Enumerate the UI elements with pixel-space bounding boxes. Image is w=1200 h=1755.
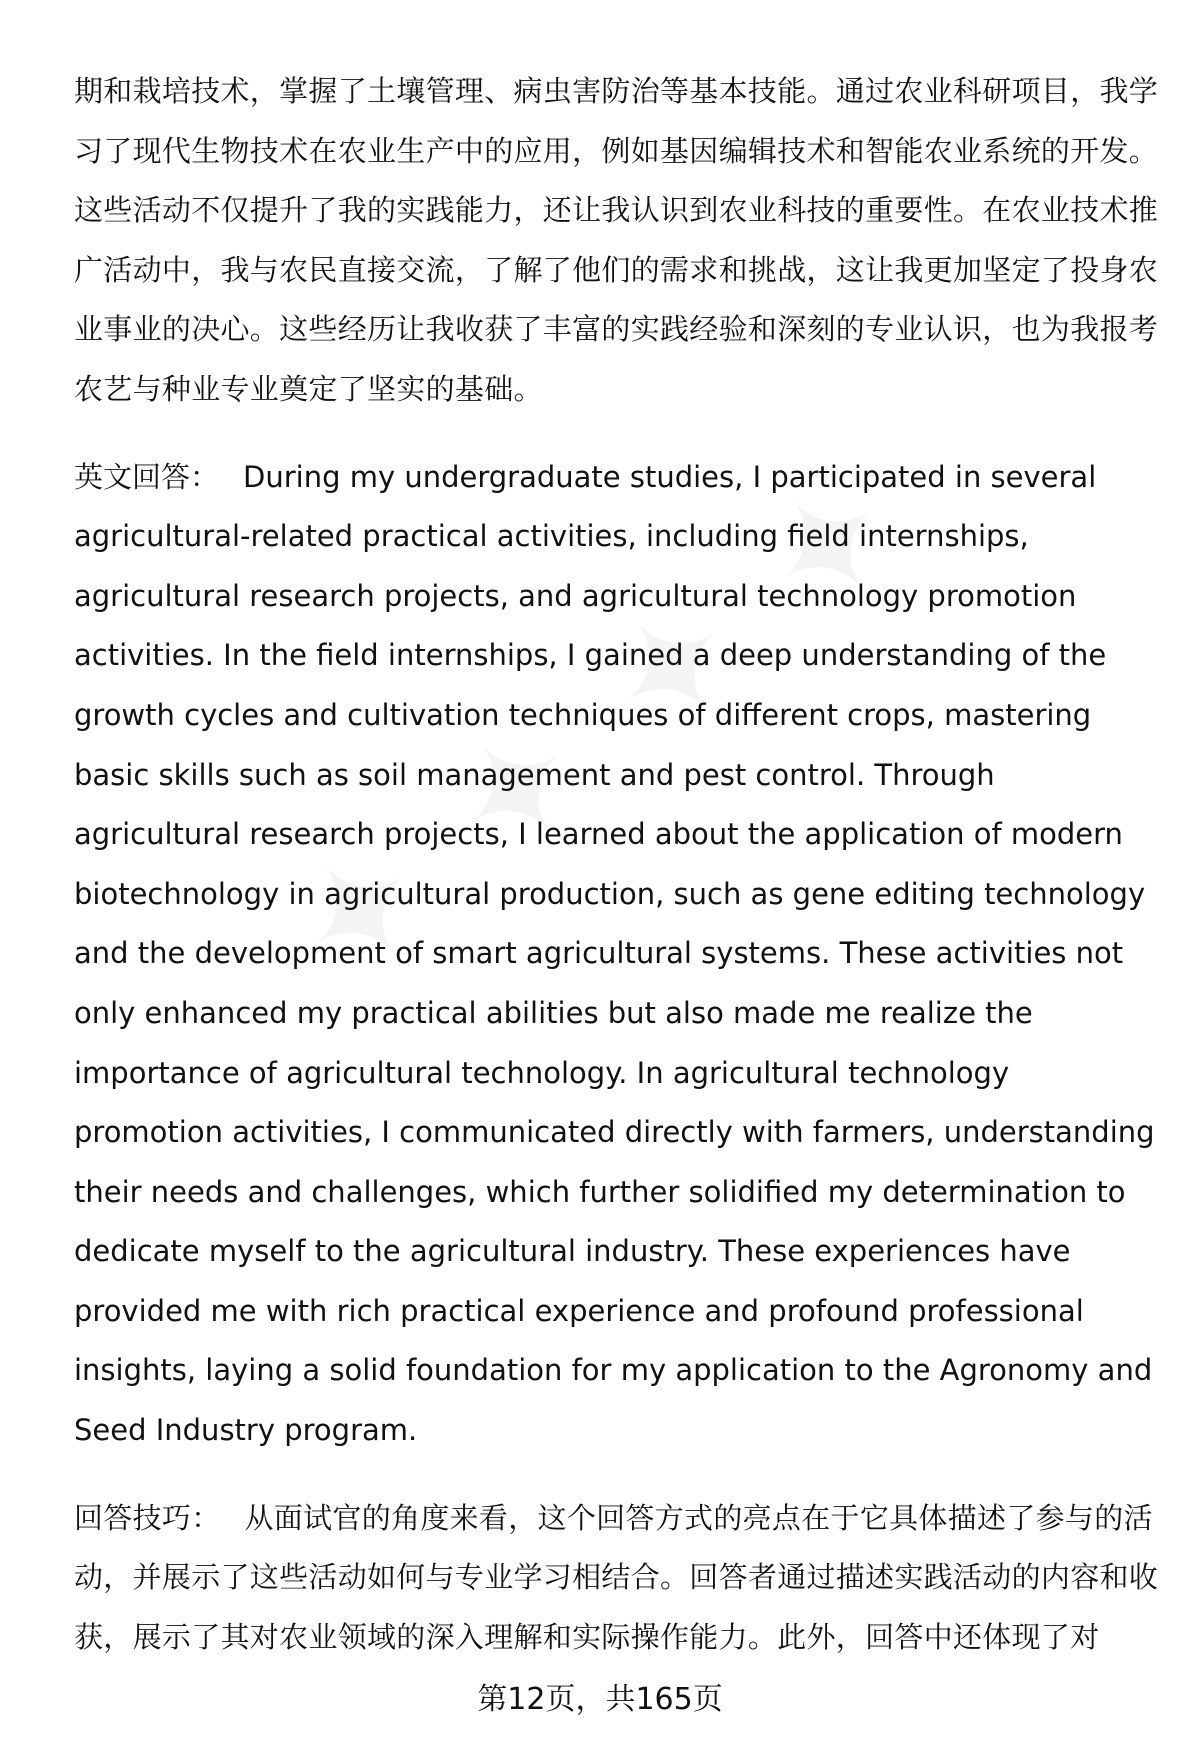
paragraph-chinese-continuation: 期和栽培技术，掌握了土壤管理、病虫害防治等基本技能。通过农业科研项目，我学习了现代生物技术在农业生产中的应用，例如基因编辑技术和智能农业系统的开发。这些活动不仅提升了我的实践能力，还让我认识到农业科技的重要性。在农业技术推广活动中，我与农民直接交流，了解了他们的需求和挑战，这让我更加坚定了投身农业事业的决心。这些经历让我收获了丰富的实践经验和深刻的专业认识，也为我报考农艺与种业专业奠定了坚实的基础。 bbox=[74, 74, 1159, 406]
answer-tips-text: 从面试官的角度来看，这个回答方式的亮点在于它具体描述了参与的活动，并展示了这些活动如何与专业学习相结合。回答者通过描述实践活动的内容和收获，展示了其对农业领域的深入理解和实际操作能力。此外，回答中还体现了对 bbox=[74, 1500, 1159, 1654]
english-answer-text: During my undergraduate studies, I participated in several agricultural-related practical activities, including field internships, agricultural research projects, and agricultural technology promotion activities. In the field internships, I gained a deep understanding of the growth cycles and cultivation techniques of different crops, mastering basic skills such as soil management and pest control. Through agricultural research projects, I learned about the application of modern biotechnology in agricultural production, such as gene editing technology and the development of smart agricultural systems. These activities not only enhanced my practical abilities but also made me realize the importance of agricultural technology. In agricultural technology promotion activities, I communicated directly with farmers, understanding their needs and challenges, which further solidified my determination to dedicate myself to the agricultural industry. These experiences have provided me with rich practical experience and profound professional insights, laying a solid foundation for my application to the Agronomy and Seed Industry program. bbox=[74, 459, 1155, 1448]
english-answer-label: 英文回答： bbox=[74, 459, 220, 494]
page-content bbox=[74, 62, 1159, 1667]
answer-tips-label: 回答技巧： bbox=[74, 1500, 221, 1535]
paragraph-gap bbox=[74, 420, 1159, 448]
paragraph-gap bbox=[74, 1461, 1159, 1489]
answer-tips-paragraph bbox=[74, 1489, 1159, 1668]
page-number-footer: 第12页，共165页 bbox=[477, 1682, 723, 1717]
english-answer-paragraph bbox=[74, 448, 1159, 1461]
